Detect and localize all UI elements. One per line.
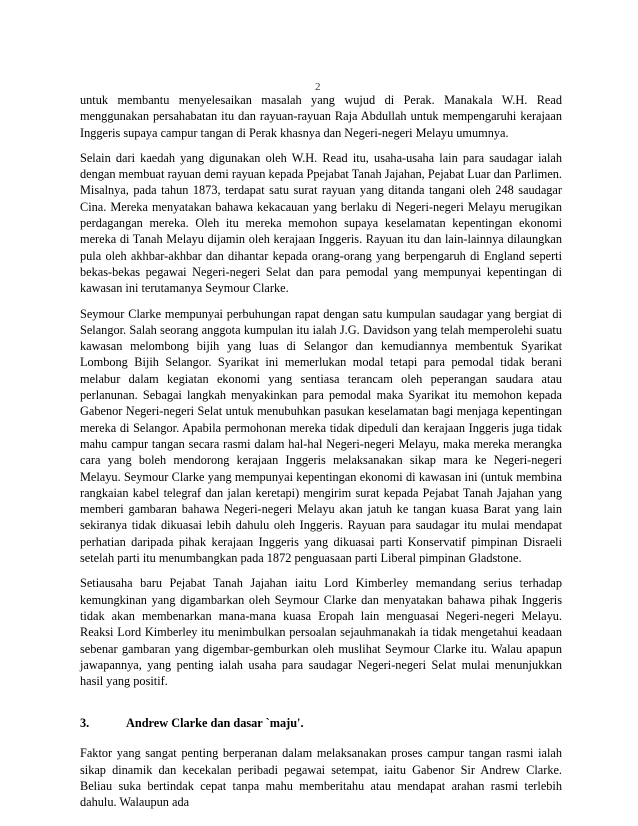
section-paragraph-1: Faktor yang sangat penting berperanan dalam melaksanakan proses campur tangan rasmi ialah sikap dinamik dan kecekalan peribadi pegawai setempat, iaitu Gabenor Sir Andrew Clarke. Beliau suka bertindak cepat tanpa mahu memberitahu atau mendapat arahan rasmi terlebih dahulu. Walaupun ada bbox=[80, 746, 562, 810]
paragraph-4: Setiausaha baru Pejabat Tanah Jajahan iaitu Lord Kimberley memandang serius terhadap kemungkinan yang digambarkan oleh Seymour Clarke dan menyatakan bahawa pihak Inggeris tidak akan membenarkan mana-mana kuasa Eropah lain menguasai Negeri-negeri Melayu. Reaksi Lord Kimberley itu menimbulkan persoalan sejauhmanakah ia tidak mengetahui keadaan sebenar gambaran yang digembar-gemburkan oleh muslihat Seymour Clarke itu. Walau apapun jawapannya, yang penting ialah usaha para saudagar Negeri-negeri Selat mulai menunjukkan hasil yang positif. bbox=[80, 576, 562, 689]
document-body bbox=[80, 92, 562, 820]
section-title: Andrew Clarke dan dasar `maju'. bbox=[126, 716, 304, 731]
page-number: 2 bbox=[315, 81, 321, 93]
paragraph-2: Selain dari kaedah yang digunakan oleh W.H. Read itu, usaha-usaha lain para saudagar ialah dengan membuat rayuan demi rayuan kepada Ppejabat Tanah Jajahan, Pejabat Luar dan Parlimen. Misalnya, pada tahun 1873, terdapat satu surat rayuan yang ditanda tangani oleh 248 saudagar Cina. Mereka menyatakan bahawa kekacauan yang berlaku di Negeri-negeri Melayu merugikan perdagangan mereka. Oleh itu mereka memohon supaya keselamatan kepentingan ekonomi mereka di Tanah Melayu dijamin oleh kerajaan Inggeris. Rayuan itu dan lain-lainnya dilaungkan pula oleh akhbar-akhbar dan dihantar kepada orang-orang yang berpengaruh di England seperti bekas-bekas pegawai Negeri-negeri Selat dan para pemodal yang mempunyai kepentingan di kawasan ini terutamanya Seymour Clarke. bbox=[80, 150, 562, 296]
section-heading bbox=[80, 715, 562, 731]
paragraph-1: untuk membantu menyelesaikan masalah yang wujud di Perak. Manakala W.H. Read menggunakan persahabatan itu dan rayuan-rayuan Raja Abdullah untuk mempengaruhi kerajaan Inggeris supaya campur tangan di Perak khasnya dan Negeri-negeri Melayu umumnya. bbox=[80, 93, 562, 140]
paragraph-3: Seymour Clarke mempunyai perbuhungan rapat dengan satu kumpulan saudagar yang bergiat di Selangor. Salah seorang anggota kumpulan itu ialah J.G. Davidson yang telah memperolehi suatu kawasan melombong bijih yang luas di Selangor dan kemudiannya membentuk Syarikat Lombong Bijih Selangor. Syarikat ini memerlukan modal tetapi para pemodal tidak berani melabur dalam kegiatan ekonomi yang sentiasa terancam oleh peperangan saudara atau perlanunan. Sebagai langkah menyakinkan para pemodal maka Syarikat itu memohon kepada Gabenor Negeri-negeri Selat untuk menubuhkan pasukan keselamatan bagi menjaga kepentingan mereka di Selangor. Apabila permohonan mereka tidak dipeduli dan kerajaan Inggeris juga tidak mahu campur tangan secara rasmi dalam hal-hal Negeri-negeri Melayu, maka mereka merangka cara yang boleh mendorong kerajaan Inggeris melaksanakan sikap mara ke Negeri-negeri Melayu. Seymour Clarke yang mempunyai kepentingan ekonomi di kawasan ini (untuk membina rangkaian kabel telegraf dan jalan keretapi) mengirim surat kepada Pejabat Tanah Jajahan yang memberi gambaran bahawa Negeri-negeri Melayu akan jatuh ke tangan kuasa Barat yang lain sekiranya tidak dikuasai lebih dahulu oleh Inggeris. Rayuan para saudagar itu mulai mendapat perhatian daripada pihak kerajaan Inggeris yang dikuasai parti Konservatif pimpinan Disraeli setelah parti itu menumbangkan pada 1872 penguasaan parti Liberal pimpinan Gladstone. bbox=[80, 306, 562, 566]
section-number: 3. bbox=[80, 716, 90, 731]
